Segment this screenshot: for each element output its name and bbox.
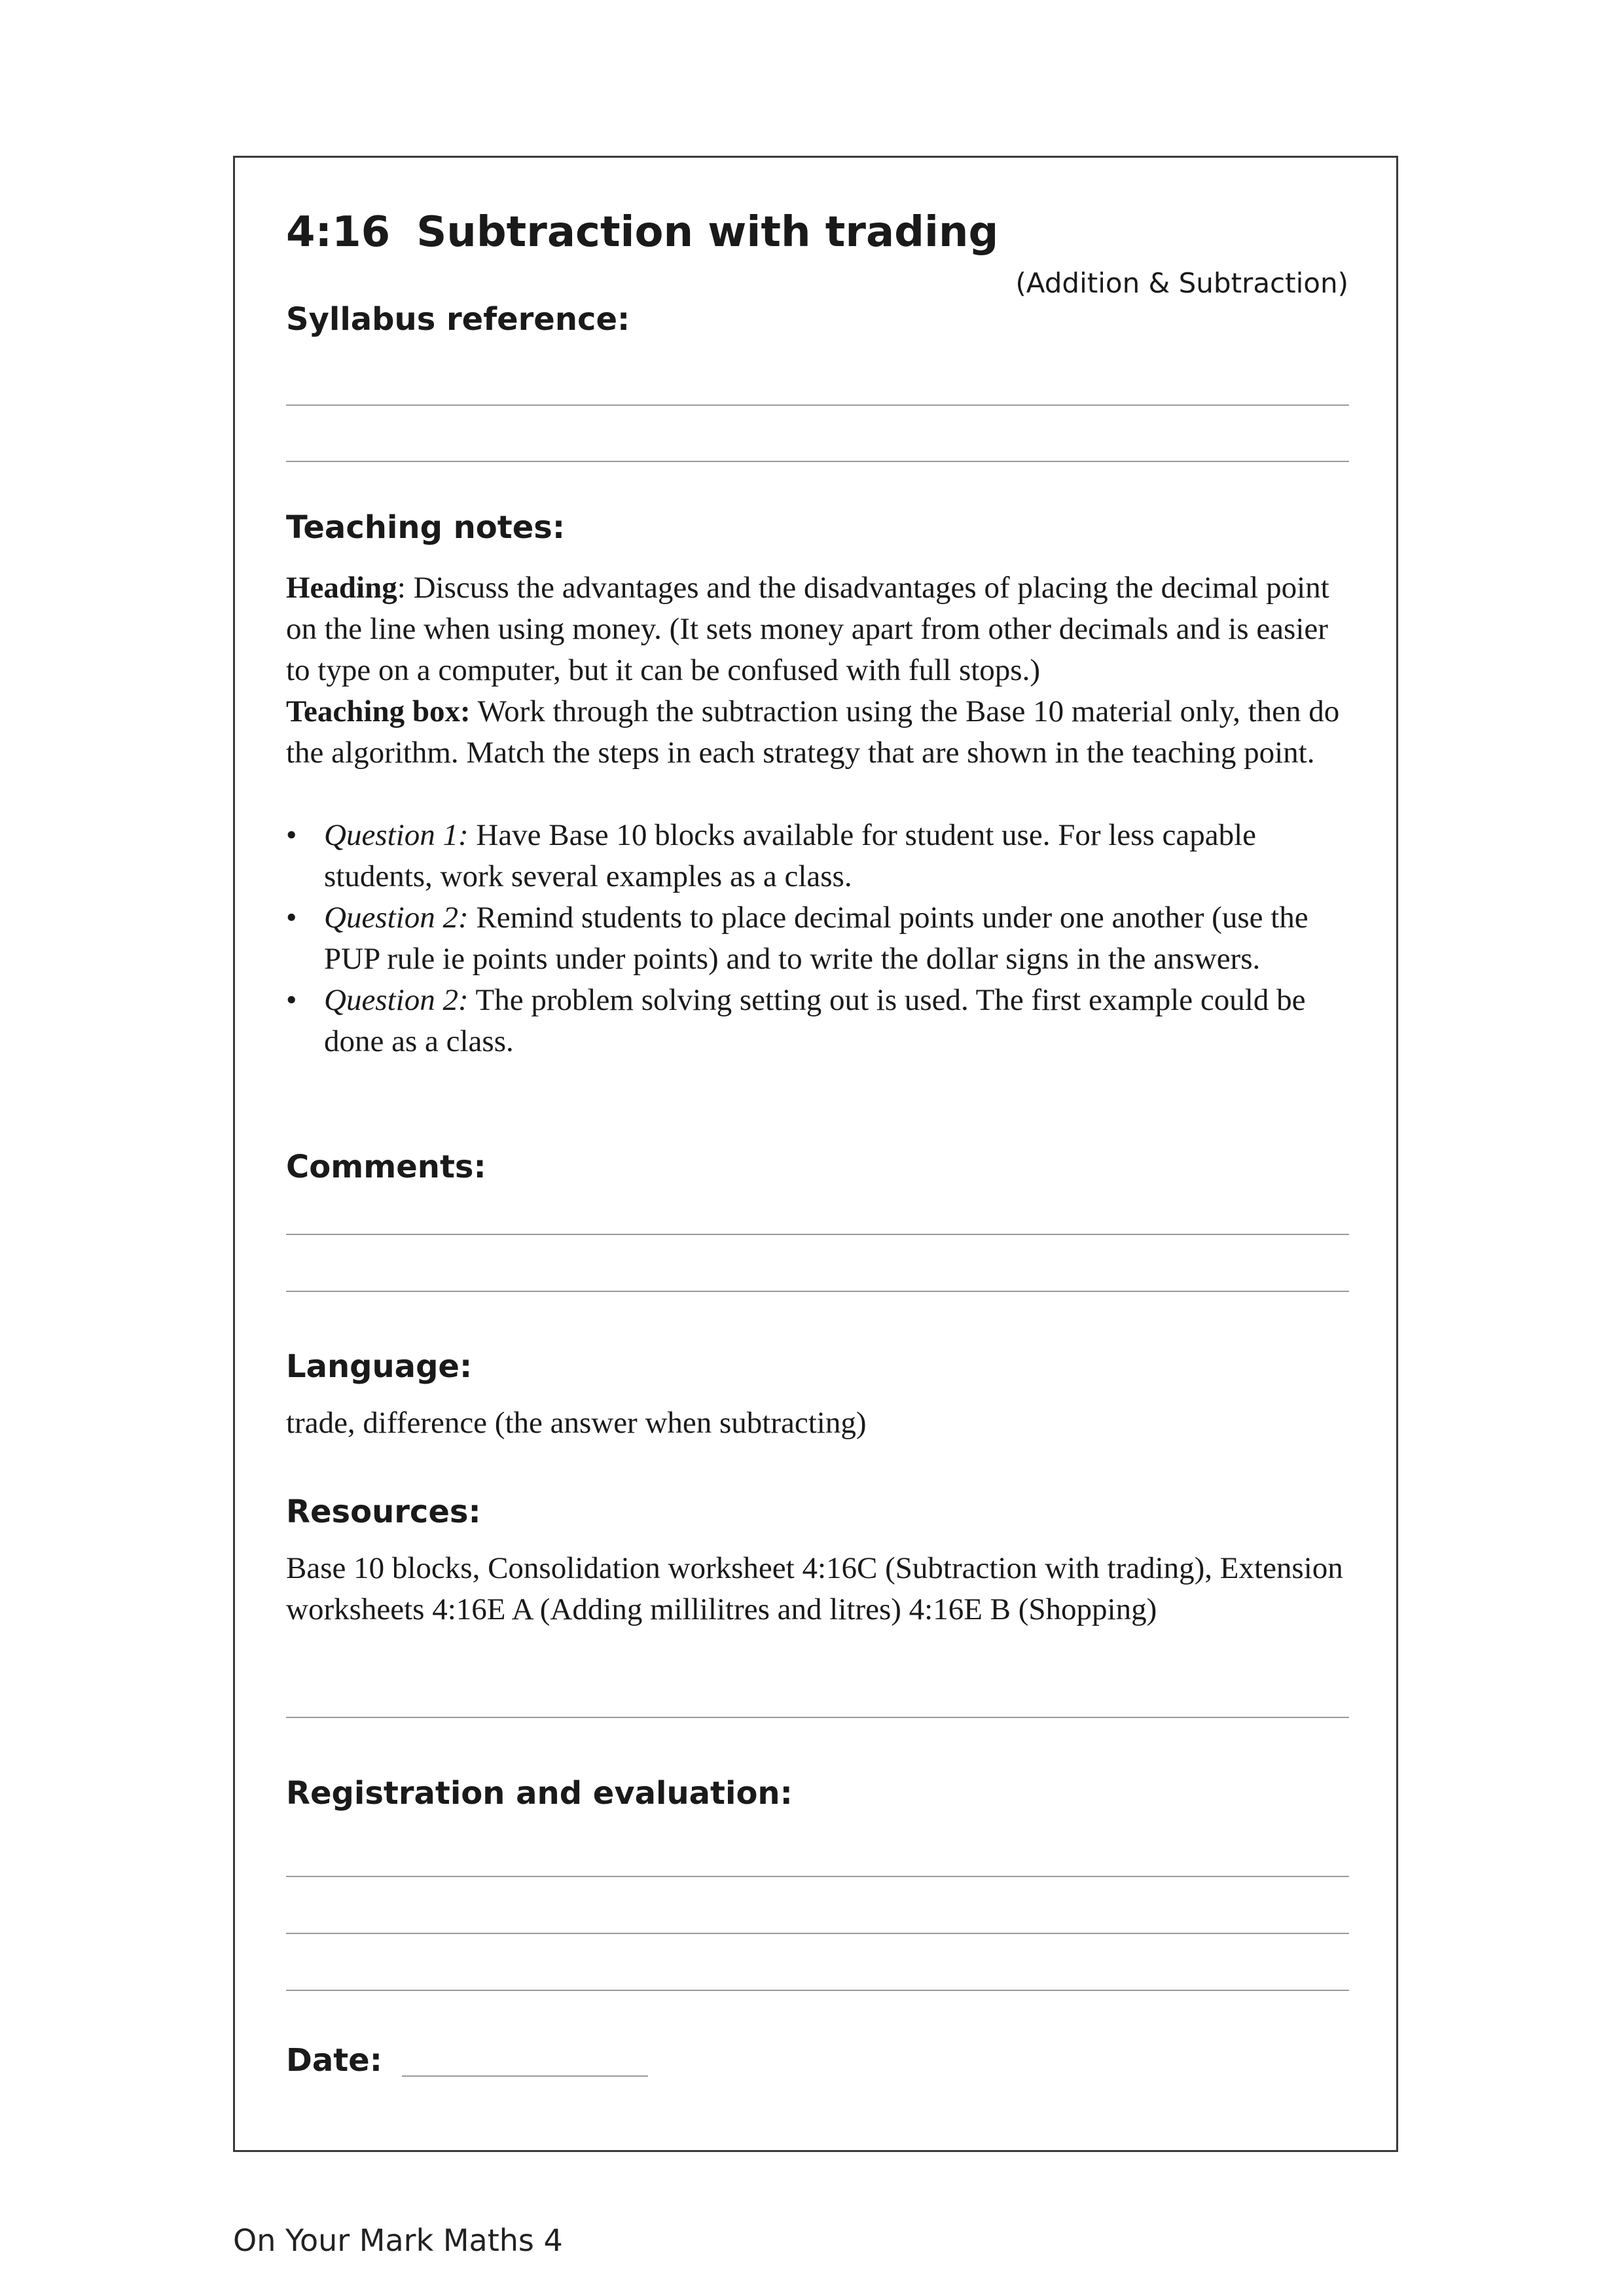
comments-line-2 [286, 1291, 1349, 1292]
heading-label: Heading [286, 571, 397, 605]
resources-line [286, 1717, 1349, 1718]
question-label: Question 2: [324, 983, 469, 1017]
date-heading: Date: [286, 2042, 382, 2079]
list-item [286, 897, 1360, 980]
registration-line-2 [286, 1933, 1349, 1934]
list-item [286, 815, 1360, 897]
question-note: Have Base 10 blocks available for student use. For less capable students, work several examples as a class. [324, 818, 1256, 893]
footer-text: On Your Mark Maths 4 [233, 2223, 563, 2258]
resources-text: Base 10 blocks, Consolidation worksheet 4:16C (Subtraction with trading), Extension worksheets 4:16E A (Adding millilitres and litres) 4:16E B (Shopping) [286, 1551, 1343, 1626]
question-note: The problem solving setting out is used. The first example could be done as a class. [324, 983, 1306, 1058]
syllabus-line-1 [286, 404, 1349, 406]
syllabus-heading: Syllabus reference: [286, 301, 630, 338]
heading-note: : Discuss the advantages and the disadvantages of placing the decimal point on the line when using money. (It sets money apart from other decimals and is easier to type on a computer, but it can be confused with full stops.) [286, 571, 1329, 687]
page-title [286, 208, 998, 257]
strand-label: (Addition & Subtraction) [1015, 267, 1348, 299]
bullet-icon: • [286, 818, 297, 852]
list-item [286, 980, 1360, 1062]
resources-heading: Resources: [286, 1494, 481, 1530]
teaching-box-note: Work through the subtraction using the Base 10 material only, then do the algorithm. Match the steps in each strategy that are shown in the teaching point. [286, 694, 1340, 770]
registration-line-1 [286, 1876, 1349, 1877]
registration-heading: Registration and evaluation: [286, 1775, 793, 1812]
question-label: Question 1: [324, 818, 469, 852]
lesson-number: 4:16 [286, 208, 391, 257]
date-line [402, 2075, 648, 2077]
bullet-icon: • [286, 901, 297, 935]
question-notes-list [286, 815, 1360, 1062]
question-label: Question 2: [324, 901, 469, 935]
teaching-notes-paragraph [286, 567, 1360, 774]
teaching-box-label: Teaching box: [286, 694, 471, 728]
syllabus-line-2 [286, 461, 1349, 462]
language-text: trade, difference (the answer when subtracting) [286, 1406, 867, 1440]
language-heading: Language: [286, 1348, 473, 1385]
bullet-icon: • [286, 983, 297, 1017]
registration-line-3 [286, 1990, 1349, 1991]
question-note: Remind students to place decimal points under one another (use the PUP rule ie points under points) and to write the dollar signs in the answers. [324, 901, 1308, 976]
lesson-title: Subtraction with trading [416, 208, 999, 257]
teaching-notes-heading: Teaching notes: [286, 509, 566, 546]
comments-heading: Comments: [286, 1149, 486, 1185]
comments-line-1 [286, 1234, 1349, 1235]
